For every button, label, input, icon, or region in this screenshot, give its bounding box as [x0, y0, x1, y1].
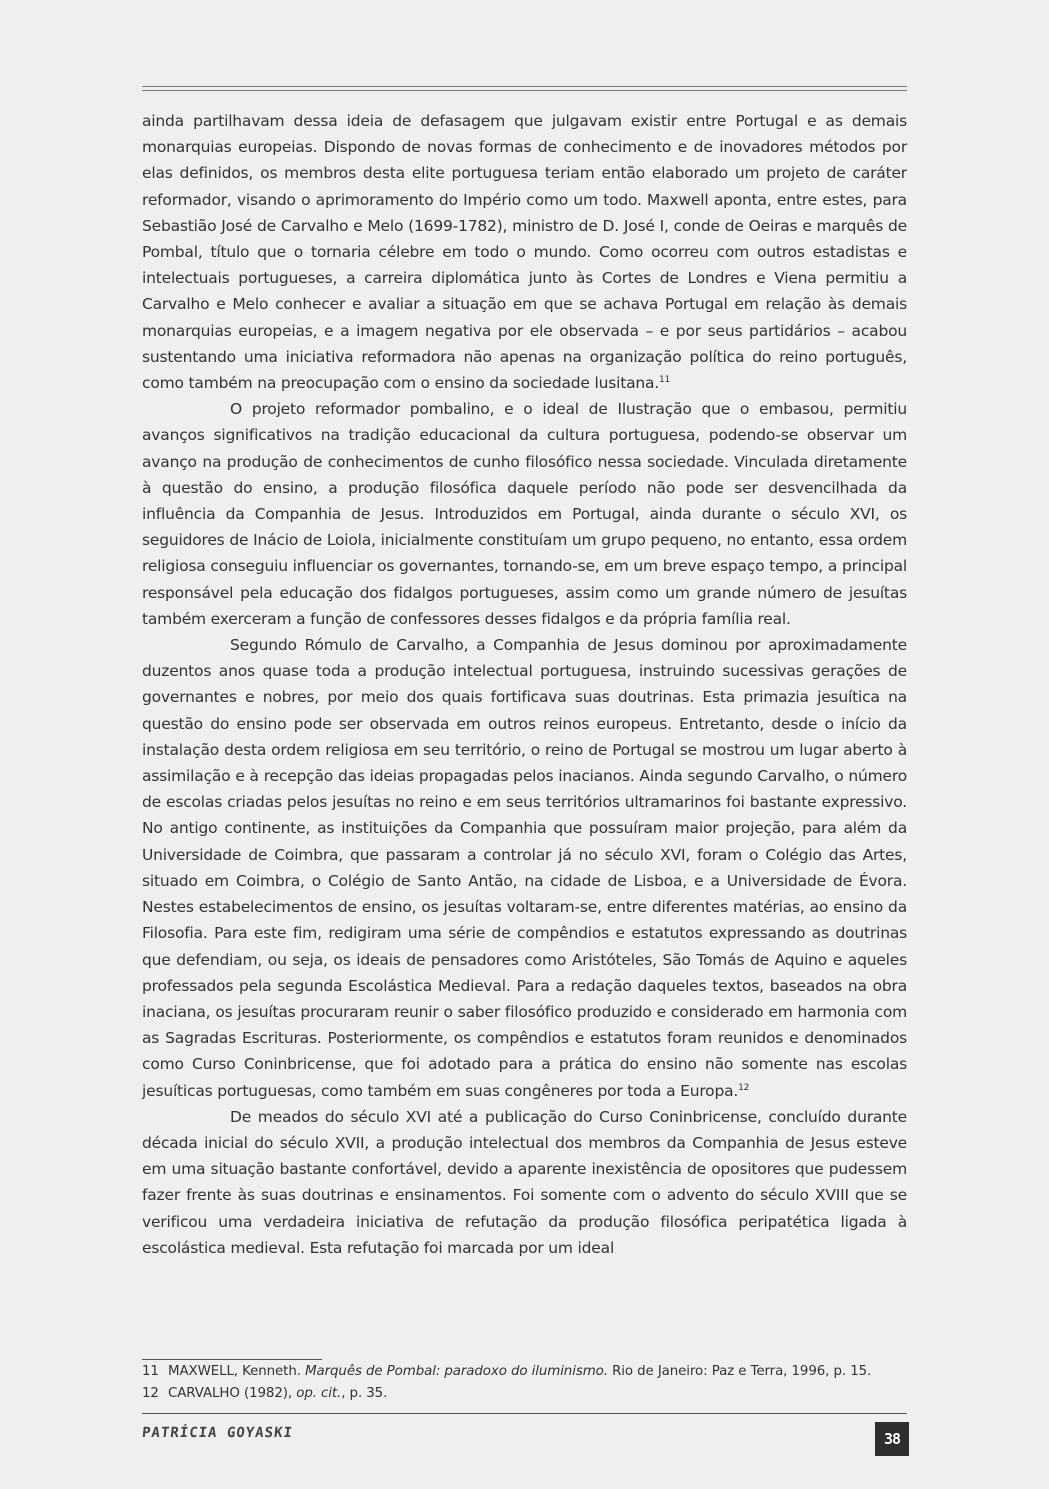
header-rule-bottom — [142, 90, 907, 91]
paragraph-1: ainda partilhavam dessa ideia de defasagem que julgavam existir entre Portugal e as demais monarquias europeias. Dispondo de novas formas de conhecimento e de inovadores métodos por elas definidos, os membros desta elite portuguesa teriam então elaborado um projeto de caráter reformador, visando o aprimoramento do Império como um todo. Maxwell aponta, entre estes, para Sebastião José de Carvalho e Melo (1699-1782), ministro de D. José I, conde de Oeiras e marquês de Pombal, título que o tornaria célebre em todo o mundo. Como ocorreu com outros estadistas e intelectuais portugueses, a carreira diplomática junto às Cortes de Londres e Viena permitiu a Carvalho e Melo conhecer e avaliar a situação em que se achava Portugal em relação às demais monarquias europeias, e a imagem negativa por ele observada – e por seus partidários – acabou sustentando uma iniciativa reformadora não apenas na organização política do reino português, como também na preocupação com o ensino da sociedade lusitana.$^{11}$ — [142, 112, 907, 393]
footnote-separator — [142, 1359, 322, 1360]
footer-author: PATRÍCIA GOYASKI — [141, 1425, 294, 1441]
footnotes — [142, 1361, 907, 1405]
footnote-ref-11[interactable]: 11 — [659, 374, 671, 385]
footnote-author: CARVALHO (1982), — [168, 1386, 293, 1401]
header-rule-top — [142, 86, 907, 87]
footnote-title: op. cit. — [296, 1386, 342, 1401]
footer-rule — [142, 1413, 907, 1414]
footnote-number: 11 — [142, 1364, 159, 1379]
body-text — [142, 108, 907, 1261]
footnote-author: MAXWELL, Kenneth. — [168, 1364, 301, 1379]
footnote-12 — [142, 1383, 907, 1405]
footnote-publication: , p. 35. — [341, 1386, 388, 1401]
footnote-number: 12 — [142, 1386, 159, 1401]
paragraph-2: O projeto reformador pombalino, e o ideal de Ilustração que o embasou, permitiu avanços significativos na tradição educacional da cultura portuguesa, podendo-se observar um avanço na produção de conhecimentos de cunho filosófico nessa sociedade. Vinculada diretamente à questão do ensino, a produção filosófica daquele período não pode ser desvencilhada da influência da Companhia de Jesus. Introduzidos em Portugal, ainda durante o século XVI, os seguidores de Inácio de Loiola, inicialmente constituíam um grupo pequeno, no entanto, essa ordem religiosa conseguiu influenciar os governantes, tornando-se, em um breve espaço tempo, a principal responsável pela educação dos fidalgos portugueses, assim como um grande número de jesuítas também exerceram a função de confessores desses fidalgos e da própria família real. — [142, 400, 907, 628]
footnote-ref-12[interactable]: 12 — [738, 1082, 750, 1093]
footnote-title: Marquês de Pombal: paradoxo do iluminismo. — [305, 1364, 608, 1379]
footnote-11 — [142, 1361, 907, 1383]
page-number-badge: 38 — [875, 1422, 909, 1456]
paragraph-3: Segundo Rómulo de Carvalho, a Companhia de Jesus dominou por aproximadamente duzentos anos quase toda a produção intelectual portuguesa, instruindo sucessivas gerações de governantes e nobres, por meio dos quais fortificava suas doutrinas. Esta primazia jesuítica na questão do ensino pode ser observada em outros reinos europeus. Entretanto, desde o início da instalação desta ordem religiosa em seu território, o reino de Portugal se mostrou um lugar aberto à assimilação e à recepção das ideias propagadas pelos inacianos. Ainda segundo Carvalho, o número de escolas criadas pelos jesuítas no reino e em seus territórios ultramarinos foi bastante expressivo. No antigo continente, as instituições da Companhia que possuíram maior projeção, para além da Universidade de Coimbra, que passaram a controlar já no século XVI, foram o Colégio das Artes, situado em Coimbra, o Colégio de Santo Antão, na cidade de Lisboa, e a Universidade de Évora. Nestes estabelecimentos de ensino, os jesuítas voltaram-se, entre diferentes matérias, ao ensino da Filosofia. Para este fim, redigiram uma série de compêndios e estatutos expressando as doutrinas que defendiam, ou seja, os ideais de pensadores como Aristóteles, São Tomás de Aquino e aqueles professados pela segunda Escolástica Medieval. Para a redação daqueles textos, baseados na obra inaciana, os jesuítas procuraram reunir o saber filosófico produzido e considerado em harmonia com as Sagradas Escrituras. Posteriormente, os compêndios e estatutos foram reunidos e denominados como Curso Coninbricense, que foi adotado para a prática do ensino não somente nas escolas jesuíticas portuguesas, como também em suas congêneres por toda a Europa.$^{12}$ — [142, 636, 907, 1100]
footnote-publication: Rio de Janeiro: Paz e Terra, 1996, p. 15. — [612, 1364, 872, 1379]
paragraph-4: De meados do século XVI até a publicação do Curso Coninbricense, concluído durante década inicial do século XVII, a produção intelectual dos membros da Companhia de Jesus esteve em uma situação bastante confortável, devido a aparente inexistência de opositores que pudessem fazer frente às suas doutrinas e ensinamentos. Foi somente com o advento do século XVIII que se verificou uma verdadeira iniciativa de refutação da produção filosófica peripatética ligada à escolástica medieval. Esta refutação foi marcada por um ideal — [142, 1107, 907, 1257]
